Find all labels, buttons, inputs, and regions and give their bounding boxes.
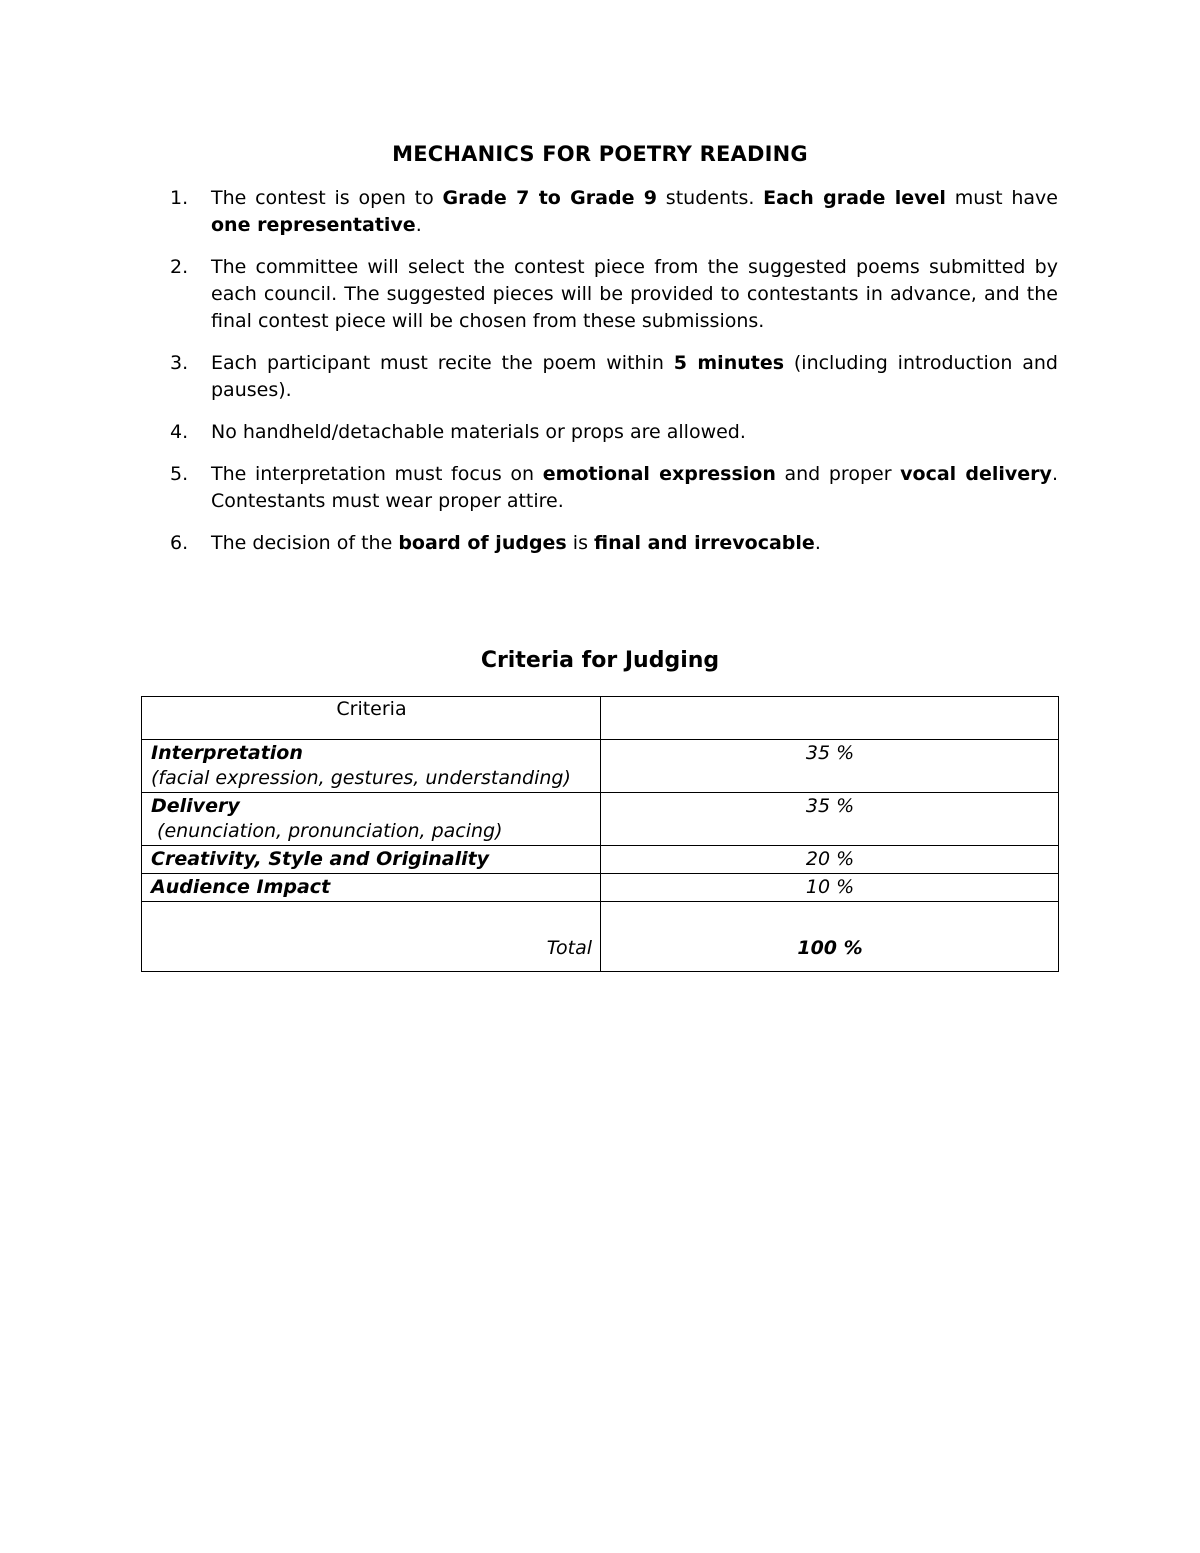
rule-number: 2.: [170, 256, 189, 278]
rule-text: [211, 350, 1058, 404]
table-row: [142, 874, 1059, 902]
criterion-description: (facial expression, gestures, understanding): [151, 767, 571, 789]
rule-text-segment: .: [415, 214, 422, 236]
rule-text-segment: . Contestants must wear proper attire.: [211, 463, 1058, 512]
criterion-percentage: 35 %: [601, 740, 1059, 793]
rule-number: 5.: [170, 463, 189, 485]
criteria-cell: [142, 740, 601, 793]
rule-text-segment: The committee will select the contest piece from the suggested poems submitted by each council. The suggested pieces will be provided to contestants in advance, and the final contest piece will be chosen from these submissions.: [211, 256, 1058, 332]
rule-text-segment: The decision of the: [211, 532, 399, 554]
criteria-cell: [142, 846, 601, 874]
rule-text-bold: emotional expression: [542, 463, 776, 485]
rule-text-segment: The contest is open to: [211, 187, 443, 209]
total-label: Total: [142, 902, 601, 972]
rule-text: [211, 419, 1058, 446]
rules-list: [170, 185, 1058, 572]
table-header-row: [142, 697, 1059, 740]
rule-text-segment: is: [566, 532, 595, 554]
table-row: [142, 740, 1059, 793]
rule-number: 4.: [170, 421, 189, 443]
rule-item: [170, 350, 1058, 404]
rule-text-bold: one representative: [211, 214, 416, 236]
rule-item: [170, 461, 1058, 515]
rule-item: [170, 419, 1058, 446]
rule-text-segment: must have: [945, 187, 1058, 209]
criteria-cell: [142, 793, 601, 846]
criteria-title: Criteria for Judging: [480, 648, 720, 673]
table-row: [142, 793, 1059, 846]
criterion-percentage: 35 %: [601, 793, 1059, 846]
rule-text-bold: Each grade level: [763, 187, 946, 209]
criterion-name: Delivery: [151, 795, 240, 817]
percentage-column-header: [601, 697, 1059, 740]
rule-text-segment: (including introduction and pauses).: [211, 352, 1058, 401]
rule-number: 6.: [170, 532, 189, 554]
table-row: [142, 846, 1059, 874]
criteria-cell: [142, 874, 601, 902]
criteria-table: [141, 696, 1059, 972]
rule-text-segment: students.: [657, 187, 764, 209]
rule-text-segment: The interpretation must focus on: [211, 463, 543, 485]
rule-text-segment: Each participant must recite the poem within: [211, 352, 674, 374]
criterion-name: Audience Impact: [151, 876, 331, 898]
rule-text-bold: final and irrevocable: [594, 532, 815, 554]
rule-text: [211, 530, 1058, 557]
rule-text-bold: board of judges: [398, 532, 567, 554]
rule-text-bold: 5 minutes: [673, 352, 785, 374]
rule-text: [211, 461, 1058, 515]
rule-number: 3.: [170, 352, 189, 374]
rule-text: [211, 185, 1058, 239]
total-value: 100 %: [601, 902, 1059, 972]
criterion-description: (enunciation, pronunciation, pacing): [151, 820, 503, 842]
rule-item: [170, 185, 1058, 239]
rule-text-segment: and proper: [775, 463, 901, 485]
criteria-column-header: Criteria: [142, 697, 601, 740]
rule-item: [170, 530, 1058, 557]
criterion-name: Interpretation: [151, 742, 303, 764]
rule-text-segment: .: [814, 532, 821, 554]
rule-text-segment: No handheld/detachable materials or props are allowed.: [211, 421, 746, 443]
rule-number: 1.: [170, 187, 189, 209]
total-row: [142, 902, 1059, 972]
page-title: MECHANICS FOR POETRY READING: [392, 142, 808, 166]
rule-item: [170, 254, 1058, 335]
rule-text-bold: vocal delivery: [900, 463, 1052, 485]
rule-text: [211, 254, 1058, 335]
criterion-percentage: 10 %: [601, 874, 1059, 902]
criterion-name: Creativity, Style and Originality: [151, 848, 490, 870]
criterion-percentage: 20 %: [601, 846, 1059, 874]
rule-text-bold: Grade 7 to Grade 9: [442, 187, 658, 209]
